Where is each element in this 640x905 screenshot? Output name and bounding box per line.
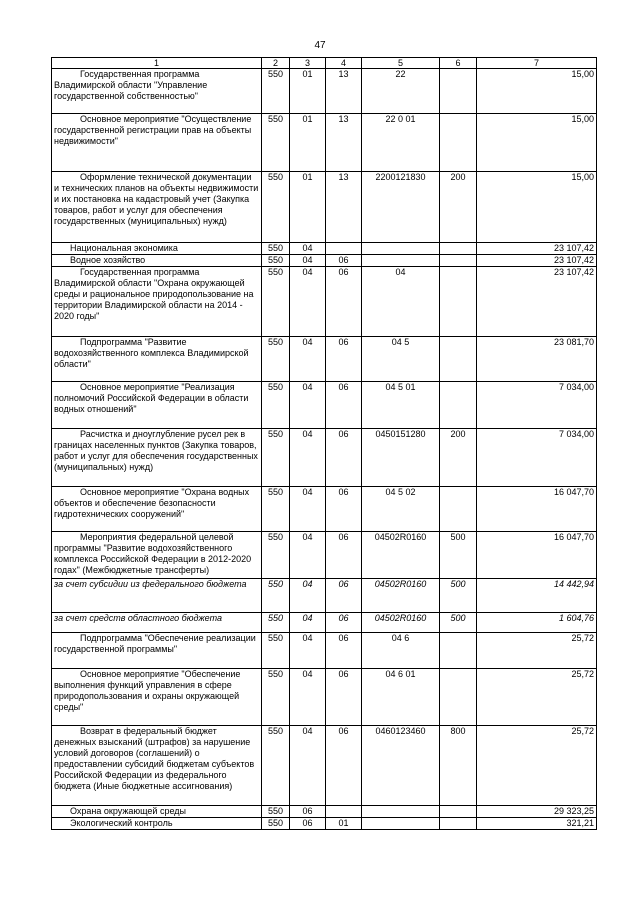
cell-c6 bbox=[440, 487, 477, 532]
row-name: Экологический контроль bbox=[52, 818, 262, 830]
cell-c4: 06 bbox=[326, 267, 362, 337]
cell-c6 bbox=[440, 255, 477, 267]
cell-c3: 04 bbox=[290, 726, 326, 806]
cell-c3: 04 bbox=[290, 255, 326, 267]
cell-c4: 06 bbox=[326, 382, 362, 429]
cell-c5: 04 bbox=[362, 267, 440, 337]
cell-amount: 23 107,42 bbox=[477, 267, 597, 337]
table-row bbox=[52, 255, 597, 267]
cell-c3: 06 bbox=[290, 818, 326, 830]
cell-c5: 04 6 01 bbox=[362, 669, 440, 726]
row-name: за счет субсидии из федерального бюджета bbox=[52, 579, 262, 613]
cell-c3: 01 bbox=[290, 114, 326, 172]
table-row bbox=[52, 382, 597, 429]
row-name: Охрана окружающей среды bbox=[52, 806, 262, 818]
cell-amount: 29 323,25 bbox=[477, 806, 597, 818]
cell-c2: 550 bbox=[262, 532, 290, 579]
budget-table bbox=[51, 57, 597, 830]
cell-amount: 16 047,70 bbox=[477, 487, 597, 532]
column-header: 4 bbox=[326, 58, 362, 69]
table-row bbox=[52, 243, 597, 255]
table-row bbox=[52, 669, 597, 726]
row-name: Основное мероприятие "Обеспечение выполнения функций управления в сфере природопользования и охраны окружающей среды" bbox=[52, 669, 262, 726]
cell-c6 bbox=[440, 382, 477, 429]
cell-c5: 04 5 02 bbox=[362, 487, 440, 532]
cell-c3: 04 bbox=[290, 669, 326, 726]
cell-c4 bbox=[326, 806, 362, 818]
cell-c2: 550 bbox=[262, 633, 290, 669]
table-row bbox=[52, 172, 597, 243]
cell-c2: 550 bbox=[262, 337, 290, 382]
cell-c5: 04 5 bbox=[362, 337, 440, 382]
cell-c2: 550 bbox=[262, 243, 290, 255]
cell-c4: 06 bbox=[326, 579, 362, 613]
row-name: Основное мероприятие "Охрана водных объектов и обеспечение безопасности гидротехнических сооружений" bbox=[52, 487, 262, 532]
row-name: Основное мероприятие "Реализация полномочий Российской Федерации в области водных отношений" bbox=[52, 382, 262, 429]
cell-c4: 06 bbox=[326, 255, 362, 267]
cell-c2: 550 bbox=[262, 818, 290, 830]
cell-c4: 06 bbox=[326, 429, 362, 487]
table-row bbox=[52, 532, 597, 579]
cell-c6 bbox=[440, 114, 477, 172]
cell-amount: 23 107,42 bbox=[477, 255, 597, 267]
cell-c2: 550 bbox=[262, 726, 290, 806]
cell-c2: 550 bbox=[262, 613, 290, 633]
cell-c3: 04 bbox=[290, 532, 326, 579]
row-name: за счет средств областного бюджета bbox=[52, 613, 262, 633]
cell-c5 bbox=[362, 818, 440, 830]
cell-amount: 23 107,42 bbox=[477, 243, 597, 255]
cell-c4: 06 bbox=[326, 487, 362, 532]
cell-c6 bbox=[440, 337, 477, 382]
cell-c2: 550 bbox=[262, 382, 290, 429]
row-name: Государственная программа Владимирской области "Управление государственной собственностью" bbox=[52, 69, 262, 114]
cell-c2: 550 bbox=[262, 487, 290, 532]
cell-amount: 1 604,76 bbox=[477, 613, 597, 633]
cell-c2: 550 bbox=[262, 69, 290, 114]
cell-amount: 25,72 bbox=[477, 726, 597, 806]
table-row bbox=[52, 579, 597, 613]
cell-amount: 25,72 bbox=[477, 633, 597, 669]
cell-c2: 550 bbox=[262, 114, 290, 172]
cell-c4: 06 bbox=[326, 337, 362, 382]
row-name: Основное мероприятие "Осуществление государственной регистрации прав на объекты недвижимости" bbox=[52, 114, 262, 172]
cell-c3: 04 bbox=[290, 243, 326, 255]
cell-c6: 500 bbox=[440, 613, 477, 633]
cell-c5: 22 0 01 bbox=[362, 114, 440, 172]
cell-c5 bbox=[362, 806, 440, 818]
cell-c2: 550 bbox=[262, 669, 290, 726]
cell-c3: 04 bbox=[290, 337, 326, 382]
cell-c4: 13 bbox=[326, 172, 362, 243]
row-name: Водное хозяйство bbox=[52, 255, 262, 267]
cell-c5: 0450151280 bbox=[362, 429, 440, 487]
cell-amount: 7 034,00 bbox=[477, 429, 597, 487]
cell-c4: 13 bbox=[326, 69, 362, 114]
cell-c4: 06 bbox=[326, 633, 362, 669]
cell-c6 bbox=[440, 669, 477, 726]
cell-c2: 550 bbox=[262, 806, 290, 818]
cell-c2: 550 bbox=[262, 579, 290, 613]
cell-c2: 550 bbox=[262, 429, 290, 487]
table-row bbox=[52, 818, 597, 830]
cell-c6 bbox=[440, 818, 477, 830]
cell-c3: 04 bbox=[290, 613, 326, 633]
cell-amount: 23 081,70 bbox=[477, 337, 597, 382]
cell-amount: 15,00 bbox=[477, 114, 597, 172]
cell-c5: 0460123460 bbox=[362, 726, 440, 806]
table-row bbox=[52, 114, 597, 172]
table-row bbox=[52, 487, 597, 532]
cell-c4: 06 bbox=[326, 613, 362, 633]
cell-c5: 2200121830 bbox=[362, 172, 440, 243]
column-header: 2 bbox=[262, 58, 290, 69]
column-header: 6 bbox=[440, 58, 477, 69]
cell-c6: 200 bbox=[440, 429, 477, 487]
cell-c2: 550 bbox=[262, 172, 290, 243]
row-name: Подпрограмма "Развитие водохозяйственного комплекса Владимирской области" bbox=[52, 337, 262, 382]
table-row bbox=[52, 69, 597, 114]
table-row bbox=[52, 337, 597, 382]
cell-c6: 800 bbox=[440, 726, 477, 806]
cell-c2: 550 bbox=[262, 267, 290, 337]
column-header: 5 bbox=[362, 58, 440, 69]
cell-c5: 04502R0160 bbox=[362, 613, 440, 633]
cell-c6 bbox=[440, 243, 477, 255]
cell-c3: 06 bbox=[290, 806, 326, 818]
cell-c5: 04502R0160 bbox=[362, 532, 440, 579]
cell-c6: 200 bbox=[440, 172, 477, 243]
row-name: Расчистка и дноуглубление русел рек в границах населенных пунктов (Закупка товаров, работ и услуг для обеспечения государственных (муниципальных) нужд) bbox=[52, 429, 262, 487]
cell-c5: 04 6 bbox=[362, 633, 440, 669]
cell-c4: 06 bbox=[326, 669, 362, 726]
cell-amount: 16 047,70 bbox=[477, 532, 597, 579]
cell-c3: 04 bbox=[290, 267, 326, 337]
row-name: Национальная экономика bbox=[52, 243, 262, 255]
cell-c4: 06 bbox=[326, 532, 362, 579]
cell-c4: 01 bbox=[326, 818, 362, 830]
table-row bbox=[52, 429, 597, 487]
cell-c4 bbox=[326, 243, 362, 255]
column-header: 1 bbox=[52, 58, 262, 69]
row-name: Оформление технической документации и технических планов на объекты недвижимости и их постановка на кадастровый учет (Закупка товаров, работ и услуг для обеспечения государственных (муниципальных) нужд) bbox=[52, 172, 262, 243]
cell-c6 bbox=[440, 69, 477, 114]
cell-amount: 15,00 bbox=[477, 69, 597, 114]
cell-amount: 25,72 bbox=[477, 669, 597, 726]
row-name: Мероприятия федеральной целевой программы "Развитие водохозяйственного комплекса Российской Федерации в 2012-2020 годах" (Межбюджетные трансферты) bbox=[52, 532, 262, 579]
cell-amount: 14 442,94 bbox=[477, 579, 597, 613]
cell-c5: 04502R0160 bbox=[362, 579, 440, 613]
cell-c3: 04 bbox=[290, 429, 326, 487]
cell-amount: 7 034,00 bbox=[477, 382, 597, 429]
cell-c5 bbox=[362, 243, 440, 255]
cell-c3: 01 bbox=[290, 172, 326, 243]
cell-c6: 500 bbox=[440, 579, 477, 613]
cell-c5 bbox=[362, 255, 440, 267]
cell-c5: 22 bbox=[362, 69, 440, 114]
cell-c3: 04 bbox=[290, 382, 326, 429]
page-number: 47 bbox=[314, 40, 326, 51]
table-row bbox=[52, 806, 597, 818]
row-name: Возврат в федеральный бюджет денежных взысканий (штрафов) за нарушение условий договоров (соглашений) о предоставлении субсидий бюджетам субъектов Российской Федерации из федерального бюджета (Иные бюджетные ассигнования) bbox=[52, 726, 262, 806]
cell-c5: 04 5 01 bbox=[362, 382, 440, 429]
cell-amount: 15,00 bbox=[477, 172, 597, 243]
table-row bbox=[52, 613, 597, 633]
column-header: 7 bbox=[477, 58, 597, 69]
table-row bbox=[52, 633, 597, 669]
cell-c6 bbox=[440, 633, 477, 669]
cell-c2: 550 bbox=[262, 255, 290, 267]
cell-c3: 04 bbox=[290, 633, 326, 669]
row-name: Подпрограмма "Обеспечение реализации государственной программы" bbox=[52, 633, 262, 669]
table-row bbox=[52, 267, 597, 337]
column-header: 3 bbox=[290, 58, 326, 69]
row-name: Государственная программа Владимирской области "Охрана окружающей среды и рациональное природопользование на территории Владимирской области на 2014 - 2020 годы" bbox=[52, 267, 262, 337]
cell-c6: 500 bbox=[440, 532, 477, 579]
cell-amount: 321,21 bbox=[477, 818, 597, 830]
cell-c3: 04 bbox=[290, 579, 326, 613]
table-row bbox=[52, 726, 597, 806]
cell-c4: 13 bbox=[326, 114, 362, 172]
table-header-row bbox=[52, 58, 597, 69]
cell-c3: 01 bbox=[290, 69, 326, 114]
cell-c3: 04 bbox=[290, 487, 326, 532]
cell-c6 bbox=[440, 806, 477, 818]
cell-c4: 06 bbox=[326, 726, 362, 806]
cell-c6 bbox=[440, 267, 477, 337]
